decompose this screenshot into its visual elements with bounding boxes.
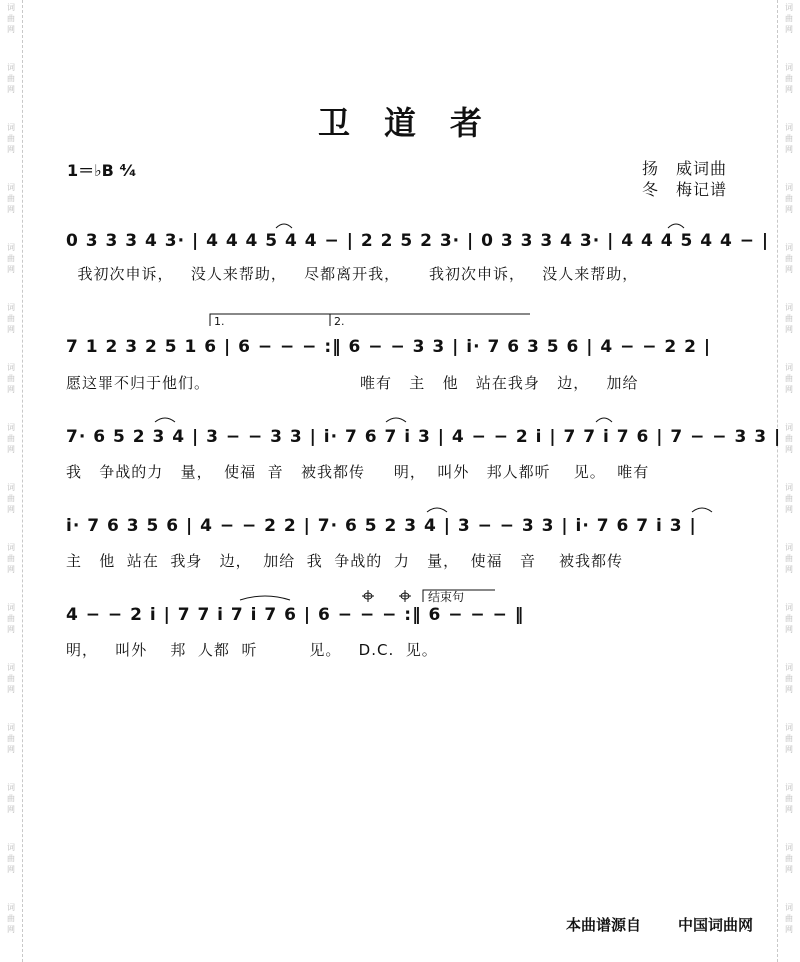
- tie-mark: [427, 508, 447, 512]
- watermark: 词 曲 网: [7, 783, 15, 814]
- volta-bracket-1: [210, 314, 330, 328]
- watermark: 词 曲 网: [7, 663, 15, 694]
- watermark: 词 曲 网: [785, 723, 793, 754]
- watermark: 词 曲 网: [785, 543, 793, 574]
- tie-mark: [668, 224, 684, 228]
- source-label: 本曲谱源自: [566, 916, 642, 934]
- watermark: 词 曲 网: [785, 303, 793, 334]
- watermark: 词 曲 网: [785, 63, 793, 94]
- watermark: 词 曲 网: [7, 243, 15, 274]
- watermark: 词 曲 网: [7, 423, 15, 454]
- watermark: 词 曲 网: [785, 243, 793, 274]
- watermark: 词 曲 网: [7, 3, 15, 34]
- watermark: 词 曲 网: [7, 543, 15, 574]
- lyric-line: 明， 叫外 邦 人都 听 见。 D.C. 见。: [66, 641, 438, 659]
- song-title: 卫道者: [317, 104, 516, 142]
- site-name: 中国词曲网: [678, 916, 754, 934]
- coda-icon: [399, 590, 411, 602]
- watermark: 词 曲 网: [785, 663, 793, 694]
- tie-mark: [692, 508, 712, 512]
- volta-label: 1.: [214, 315, 225, 328]
- watermark: 词 曲 网: [785, 183, 793, 214]
- key-signature: 1＝♭B ⁴⁄₄: [67, 161, 137, 180]
- transcriber-credit: 冬 梅记谱: [642, 180, 728, 199]
- watermark: 词 曲 网: [785, 843, 793, 874]
- coda-icon: [362, 590, 374, 602]
- ending-label: 结束句: [428, 590, 465, 604]
- watermark: 词 曲 网: [7, 183, 15, 214]
- notation-line: 7· 6 5 2 3 4 | 3 − − 3 3 | i· 7 6 7 i 3 | 4 − − 2 i | 7 7 i 7 6 | 7 − − 3 3 |: [66, 427, 782, 447]
- lyric-line: 我 争战的力 量， 使福 音 被我都传 明， 叫外 邦人都听 见。 唯有: [66, 463, 650, 481]
- notation-line: 0 3 3 3 4 3· | 4 4 4 5 4 4 − | 2 2 5 2 3· | 0 3 3 3 4 3· | 4 4 4 5 4 4 − |: [66, 231, 770, 251]
- lyricist-credit: 扬 威词曲: [642, 159, 728, 178]
- watermark: 词 曲 网: [785, 363, 793, 394]
- watermark: 词 曲 网: [785, 3, 793, 34]
- tie-mark: [276, 224, 292, 228]
- watermark: 词 曲 网: [7, 603, 15, 634]
- watermark: 词 曲 网: [7, 723, 15, 754]
- notation-line: 7 1 2 3 2 5 1 6 | 6 − − − :‖ 6 − − 3 3 | i· 7 6 3 5 6 | 4 − − 2 2 |: [66, 337, 712, 357]
- lyric-line: 我初次申诉， 没人来帮助， 尽都离开我， 我初次申诉， 没人来帮助，: [66, 265, 639, 283]
- volta-label: 2.: [334, 315, 345, 328]
- lyric-line: 主 他 站在 我身 边， 加给 我 争战的 力 量， 使福 音 被我都传: [66, 552, 624, 570]
- watermark: 词 曲 网: [7, 63, 15, 94]
- tie-mark: [240, 596, 290, 600]
- watermark: 词 曲 网: [7, 903, 15, 934]
- notation-line: i· 7 6 3 5 6 | 4 − − 2 2 | 7· 6 5 2 3 4 | 3 − − 3 3 | i· 7 6 7 i 3 |: [66, 516, 697, 536]
- watermark: 词 曲 网: [7, 483, 15, 514]
- notation-line: 4 − − 2 i | 7 7 i 7 i 7 6 | 6 − − − :‖ 6 − − − ‖: [66, 605, 525, 625]
- watermark: 词 曲 网: [7, 843, 15, 874]
- watermark: 词 曲 网: [785, 783, 793, 814]
- watermark: 词 曲 网: [785, 423, 793, 454]
- watermark: 词 曲 网: [785, 483, 793, 514]
- watermark: 词 曲 网: [7, 363, 15, 394]
- watermark: 词 曲 网: [785, 123, 793, 154]
- volta-bracket-2: [330, 314, 530, 328]
- tie-mark: [155, 418, 175, 422]
- lyric-line: 愿这罪不归于他们。 唯有 主 他 站在我身 边， 加给: [66, 374, 639, 392]
- watermark: 词 曲 网: [785, 903, 793, 934]
- watermark: 词 曲 网: [785, 603, 793, 634]
- tie-mark: [386, 418, 406, 422]
- watermark: 词 曲 网: [7, 303, 15, 334]
- watermark: 词 曲 网: [7, 123, 15, 154]
- ending-bracket: [423, 589, 495, 604]
- tie-mark: [596, 418, 612, 422]
